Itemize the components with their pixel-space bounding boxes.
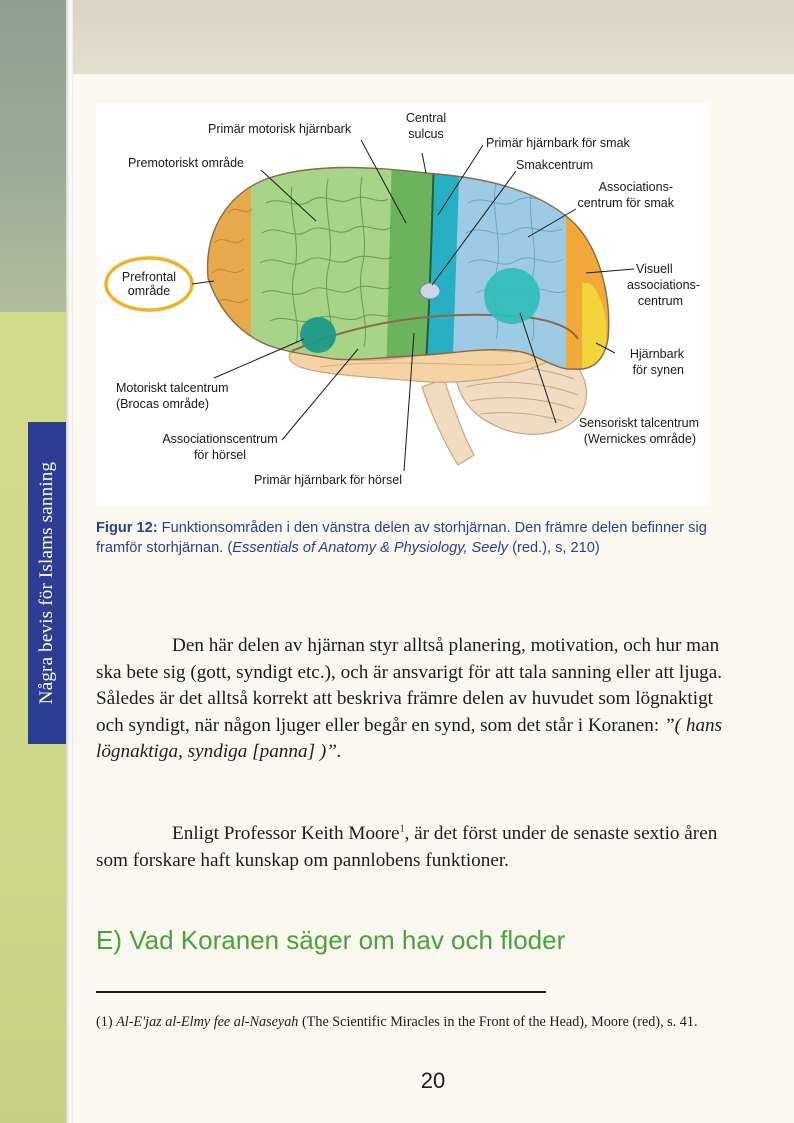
prefrontal-region <box>196 153 256 383</box>
cerebrum <box>196 153 626 383</box>
caption-text: Funktionsområden i den vänstra delen av storhjärnan. Den främre delen befinner sig framför storhjärnan. ( <box>96 520 707 556</box>
paragraph-1-text: Den här delen av hjärnan styr alltså planering, motivation, och hur man ska bete sig (gott, syndigt etc.), och är ansvarigt för att tala sanning eller att ljuga. Således är det alltså korrekt att beskriva främre delen av huvudet som lögnaktigt och syndigt, när någon ljuger eller begår en synd, som det står i Koranen: <box>96 635 723 736</box>
quran-quote: ”( hans lögnaktiga, syndiga [panna] )”. <box>96 714 723 762</box>
brain-figure <box>96 103 709 506</box>
label-sensory-speech-2: (Wernickes område) <box>583 432 696 446</box>
caption-source-tail: (red.), s, 210) <box>508 540 600 556</box>
footnote-reference: 1 <box>399 823 405 835</box>
caption-source: Essentials of Anatomy & Physiology, Seely <box>232 540 509 556</box>
sidebar-book-title <box>28 422 66 744</box>
label-central-sulcus-1: Central <box>405 111 447 125</box>
label-primary-taste: Primär hjärnbark för smak <box>486 136 630 150</box>
paragraph-2-before: Enligt Professor Keith Moore <box>172 823 400 844</box>
label-central-sulcus-2: sulcus <box>408 127 444 141</box>
caption-label: Figur 12: <box>96 520 158 536</box>
paragraph-2-after: , är det först under de senaste sextio åren som forskare haft kunskap om pannlobens funktioner. <box>96 823 718 871</box>
broca-area <box>300 317 336 353</box>
body-paragraph-1 <box>96 633 724 766</box>
taste-center-area <box>420 283 440 299</box>
footnote-rest: (The Scientific Miracles in the Front of the Head), Moore (red), s. 41. <box>298 1014 698 1030</box>
label-visual-assoc-1: Visuell <box>636 262 673 276</box>
label-motor-speech-2: (Brocas område) <box>116 397 210 411</box>
figure-caption <box>96 518 724 558</box>
footnote-marker: (1) <box>96 1014 117 1030</box>
page-number: 20 <box>420 1068 446 1093</box>
label-auditory-assoc-2: för hörsel <box>193 448 247 462</box>
sidebar-edge <box>66 0 73 1123</box>
footnote <box>96 1012 724 1032</box>
label-visual-cortex-1: Hjärnbark <box>629 347 684 361</box>
label-taste-center: Smakcentrum <box>516 158 594 172</box>
label-auditory-assoc-1: Associationscentrum <box>162 432 278 446</box>
footnote-divider <box>96 991 546 993</box>
label-assoc-taste-2: centrum för smak <box>577 196 674 210</box>
header-band <box>73 0 794 74</box>
label-premotor: Premotoriskt område <box>128 156 245 170</box>
footnote-title: Al-E'jaz al-Elmy fee al-Naseyah <box>116 1014 299 1030</box>
label-visual-assoc-2: associations- <box>627 278 700 292</box>
label-sensory-speech-1: Sensoriskt talcentrum <box>578 416 699 430</box>
sidebar-book-title-text: Några bevis för Islams sanning <box>36 461 58 705</box>
label-primary-auditory: Primär hjärnbark för hörsel <box>254 473 402 487</box>
label-visual-assoc-3: centrum <box>637 294 683 308</box>
wernicke-area <box>484 268 540 324</box>
body-paragraph-2 <box>96 821 724 874</box>
label-assoc-taste-1: Associations- <box>598 180 673 194</box>
label-primary-motor: Primär motorisk hjärnbark <box>208 122 352 136</box>
section-heading: E) Vad Koranen säger om hav och floder <box>96 925 566 955</box>
label-visual-cortex-2: för synen <box>632 363 684 377</box>
label-prefrontal-1: Prefrontal <box>121 270 177 284</box>
label-prefrontal-2: område <box>127 284 171 298</box>
label-motor-speech-1: Motoriskt talcentrum <box>116 381 229 395</box>
sidebar-texture-top <box>0 0 66 312</box>
brain-diagram <box>96 103 709 506</box>
